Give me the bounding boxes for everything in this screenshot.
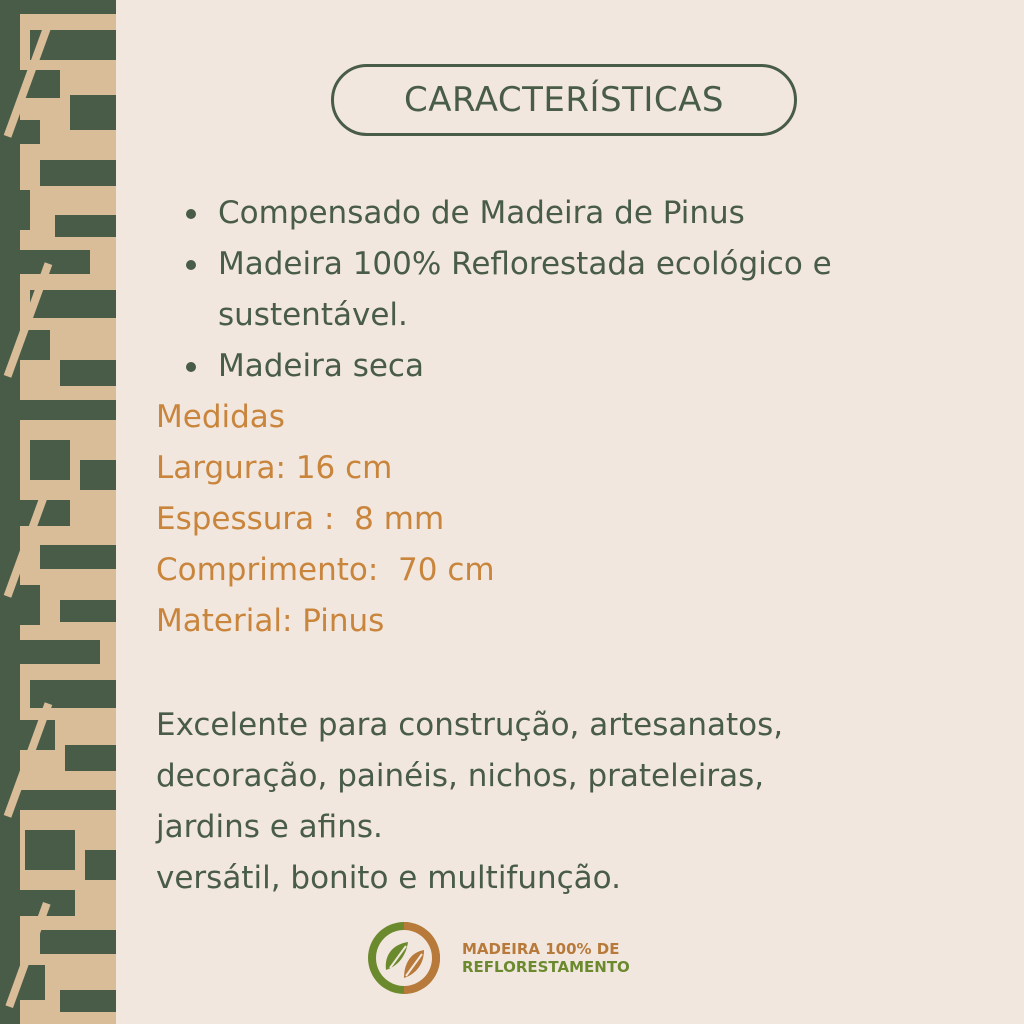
description-line: decoração, painéis, nichos, prateleiras, <box>156 758 765 794</box>
logo-line1: MADEIRA 100% DE <box>462 940 620 958</box>
decorative-side-strip <box>0 0 116 1024</box>
list-item <box>186 239 978 341</box>
bullet-icon <box>186 209 196 219</box>
feature-text: Compensado de Madeira de Pinus <box>218 195 745 231</box>
features-list <box>186 188 986 392</box>
specs-section <box>156 392 976 647</box>
bullet-icon <box>186 260 196 270</box>
title-pill <box>331 64 797 136</box>
spec-width: Largura: 16 cm <box>156 450 393 486</box>
page-title: CARACTERÍSTICAS <box>403 80 724 120</box>
spec-material: Material: Pinus <box>156 603 385 639</box>
description-line: jardins e afins. <box>156 809 383 845</box>
feature-text: Madeira 100% Reflorestada ecológico e sustentável. <box>218 246 832 333</box>
list-item <box>186 188 986 239</box>
list-item <box>186 341 986 392</box>
description-line: Excelente para construção, artesanatos, <box>156 707 784 743</box>
bullet-icon <box>186 362 196 372</box>
specs-heading: Medidas <box>156 399 285 435</box>
spec-length: Comprimento: 70 cm <box>156 552 495 588</box>
feature-text: Madeira seca <box>218 348 424 384</box>
logo-line2: REFLORESTAMENTO <box>462 958 630 976</box>
spec-thickness: Espessura : 8 mm <box>156 501 445 537</box>
leaf-seal-icon <box>364 918 444 998</box>
logo-text <box>462 940 630 976</box>
description-line: versátil, bonito e multifunção. <box>156 860 621 896</box>
description <box>156 700 996 904</box>
wood-pattern-icon <box>0 0 116 1024</box>
